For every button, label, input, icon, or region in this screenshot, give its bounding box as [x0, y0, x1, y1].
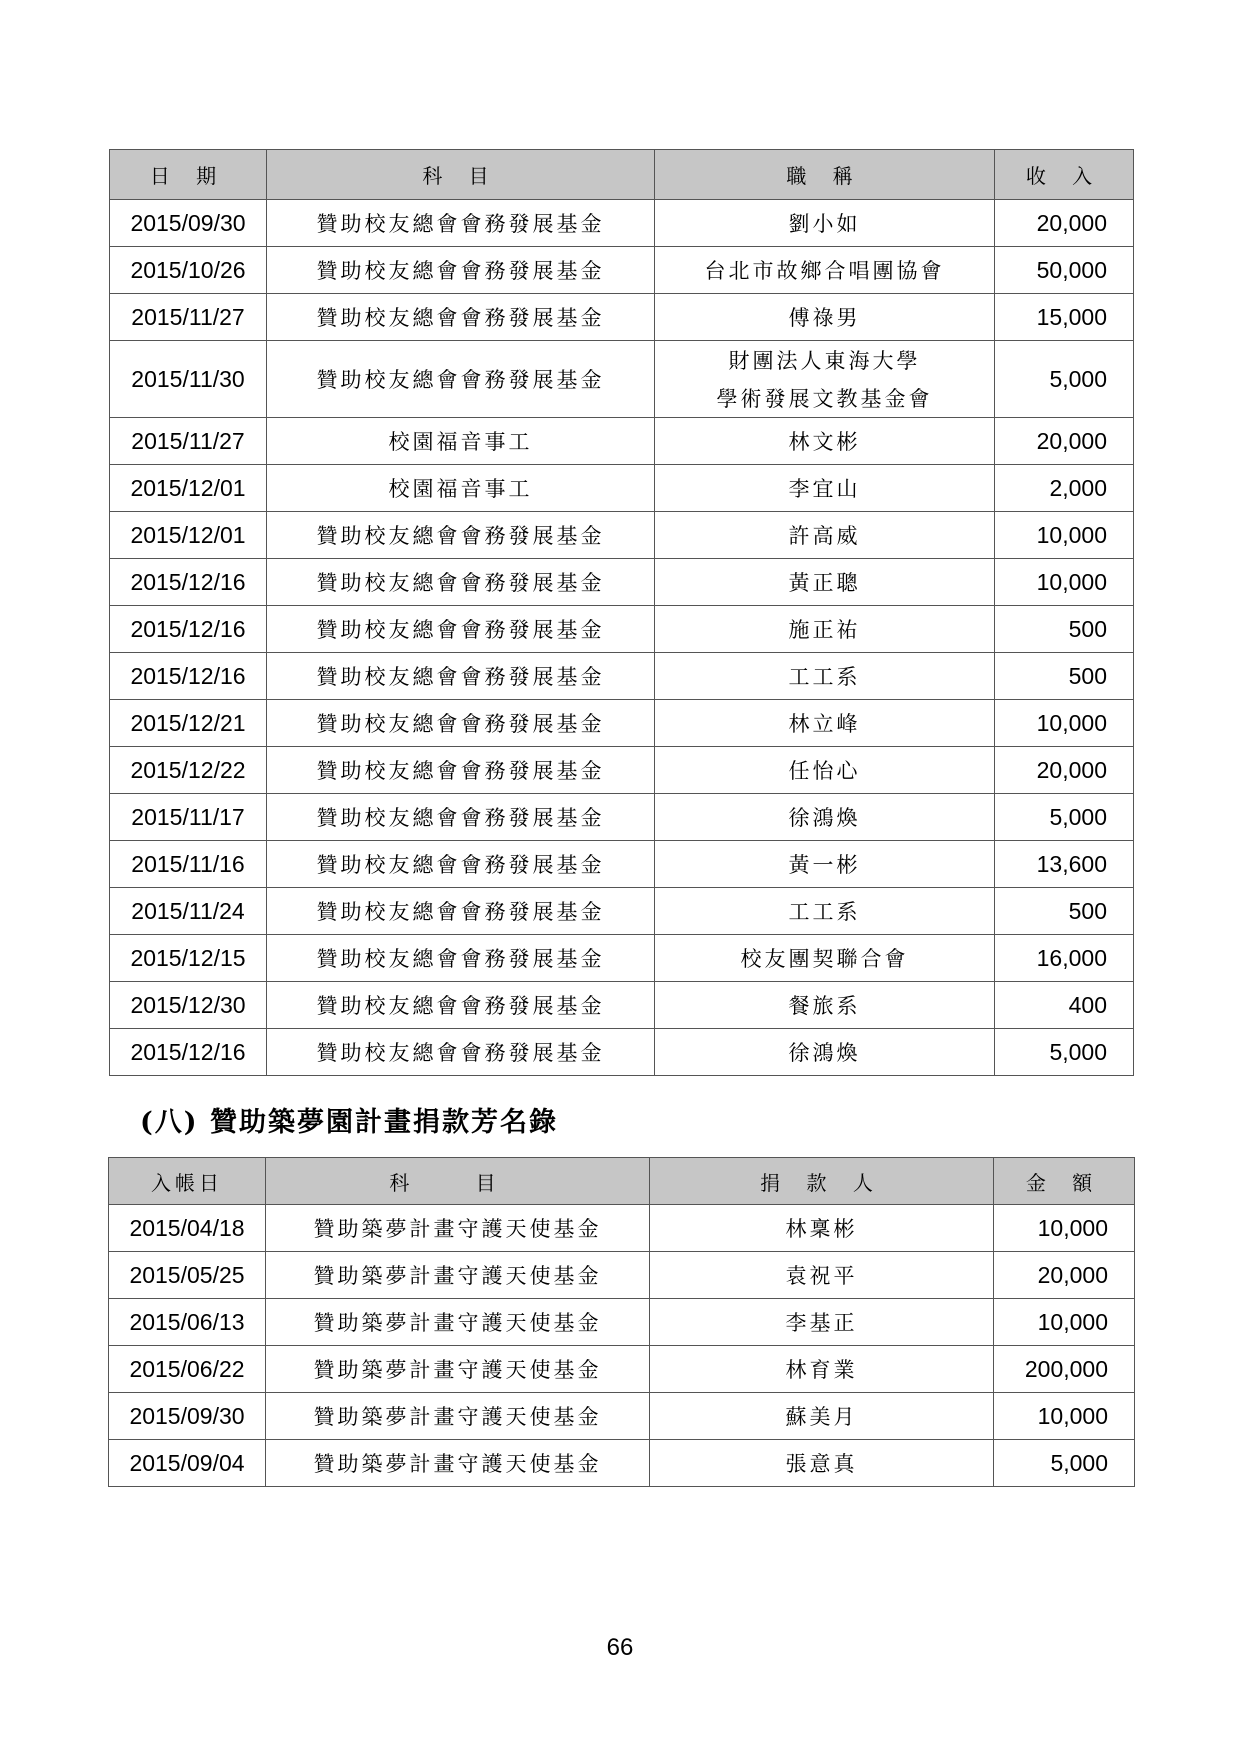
- header-title: 職 稱: [655, 150, 995, 200]
- cell-amount: 10,000: [995, 559, 1134, 606]
- table-row: [110, 559, 1134, 606]
- cell-name: 工工系: [655, 653, 995, 700]
- cell-subject: 贊助校友總會會務發展基金: [267, 200, 655, 247]
- cell-name: 工工系: [655, 888, 995, 935]
- cell-name: 張意真: [650, 1440, 994, 1487]
- table-row: [109, 1252, 1135, 1299]
- table-row: [110, 982, 1134, 1029]
- table-header-row: [110, 150, 1134, 200]
- table-row: [110, 606, 1134, 653]
- cell-name: 袁祝平: [650, 1252, 994, 1299]
- cell-date: 2015/09/30: [110, 200, 267, 247]
- cell-subject: 贊助築夢計畫守護天使基金: [266, 1299, 650, 1346]
- table-row: [109, 1299, 1135, 1346]
- cell-date: 2015/12/22: [110, 747, 267, 794]
- cell-subject: 贊助校友總會會務發展基金: [267, 294, 655, 341]
- cell-date: 2015/11/27: [110, 418, 267, 465]
- table-row: [110, 653, 1134, 700]
- cell-subject: 贊助校友總會會務發展基金: [267, 841, 655, 888]
- cell-amount: 50,000: [995, 247, 1134, 294]
- cell-name: 黃正聰: [655, 559, 995, 606]
- cell-subject: 贊助校友總會會務發展基金: [267, 794, 655, 841]
- page-number: 66: [606, 1634, 634, 1661]
- table-row: [110, 512, 1134, 559]
- table-row: [110, 341, 1134, 418]
- cell-amount: 5,000: [995, 341, 1134, 418]
- header-income: 收 入: [995, 150, 1134, 200]
- cell-name: 台北市故鄉合唱團協會: [655, 247, 995, 294]
- cell-subject: 贊助校友總會會務發展基金: [267, 747, 655, 794]
- cell-name: 黃一彬: [655, 841, 995, 888]
- cell-date: 2015/09/04: [109, 1440, 266, 1487]
- table-row: [110, 747, 1134, 794]
- cell-amount: 5,000: [995, 1029, 1134, 1076]
- table-row: [109, 1205, 1135, 1252]
- table-row: [110, 200, 1134, 247]
- cell-subject: 贊助校友總會會務發展基金: [267, 935, 655, 982]
- cell-amount: 200,000: [994, 1346, 1135, 1393]
- cell-subject: 贊助築夢計畫守護天使基金: [266, 1205, 650, 1252]
- cell-date: 2015/11/27: [110, 294, 267, 341]
- cell-date: 2015/11/30: [110, 341, 267, 418]
- cell-amount: 500: [995, 606, 1134, 653]
- cell-date: 2015/12/01: [110, 512, 267, 559]
- cell-amount: 10,000: [994, 1393, 1135, 1440]
- cell-name: 李宜山: [655, 465, 995, 512]
- cell-amount: 5,000: [994, 1440, 1135, 1487]
- section-title: (八) 贊助築夢園計畫捐款芳名錄: [140, 1107, 558, 1138]
- cell-date: 2015/11/16: [110, 841, 267, 888]
- table-row: [110, 841, 1134, 888]
- cell-name: 施正祐: [655, 606, 995, 653]
- cell-date: 2015/11/24: [110, 888, 267, 935]
- cell-date: 2015/12/16: [110, 606, 267, 653]
- cell-amount: 2,000: [995, 465, 1134, 512]
- cell-date: 2015/12/16: [110, 559, 267, 606]
- header-subject: 科 目: [267, 150, 655, 200]
- cell-subject: 校園福音事工: [267, 418, 655, 465]
- cell-amount: 16,000: [995, 935, 1134, 982]
- cell-date: 2015/05/25: [109, 1252, 266, 1299]
- cell-amount: 400: [995, 982, 1134, 1029]
- cell-name: 餐旅系: [655, 982, 995, 1029]
- cell-name: 林立峰: [655, 700, 995, 747]
- table-row: [110, 294, 1134, 341]
- cell-name: 李基正: [650, 1299, 994, 1346]
- cell-date: 2015/09/30: [109, 1393, 266, 1440]
- cell-amount: 500: [995, 888, 1134, 935]
- cell-date: 2015/12/15: [110, 935, 267, 982]
- cell-subject: 贊助築夢計畫守護天使基金: [266, 1346, 650, 1393]
- cell-subject: 校園福音事工: [267, 465, 655, 512]
- table-row: [110, 1029, 1134, 1076]
- cell-name: 劉小如: [655, 200, 995, 247]
- cell-amount: 10,000: [994, 1205, 1135, 1252]
- cell-date: 2015/12/21: [110, 700, 267, 747]
- table-row: [110, 935, 1134, 982]
- header-donor: 捐 款 人: [650, 1158, 994, 1205]
- table-row: [110, 888, 1134, 935]
- cell-amount: 20,000: [994, 1252, 1135, 1299]
- cell-subject: 贊助校友總會會務發展基金: [267, 700, 655, 747]
- cell-subject: 贊助校友總會會務發展基金: [267, 341, 655, 418]
- cell-amount: 20,000: [995, 747, 1134, 794]
- cell-name: 林文彬: [655, 418, 995, 465]
- header-subject: 科 目: [266, 1158, 650, 1205]
- table-row: [110, 794, 1134, 841]
- cell-subject: 贊助築夢計畫守護天使基金: [266, 1393, 650, 1440]
- table-row: [109, 1346, 1135, 1393]
- cell-amount: 20,000: [995, 200, 1134, 247]
- cell-name: 徐鴻煥: [655, 1029, 995, 1076]
- table-row: [110, 247, 1134, 294]
- cell-amount: 20,000: [995, 418, 1134, 465]
- cell-date: 2015/12/16: [110, 653, 267, 700]
- table-row: [109, 1440, 1135, 1487]
- cell-subject: 贊助校友總會會務發展基金: [267, 559, 655, 606]
- cell-date: 2015/12/16: [110, 1029, 267, 1076]
- cell-name: 林育業: [650, 1346, 994, 1393]
- cell-name-line2: 學術發展文教基金會: [716, 387, 933, 411]
- cell-subject: 贊助校友總會會務發展基金: [267, 606, 655, 653]
- cell-amount: 500: [995, 653, 1134, 700]
- cell-subject: 贊助校友總會會務發展基金: [267, 653, 655, 700]
- cell-date: 2015/12/30: [110, 982, 267, 1029]
- cell-amount: 13,600: [995, 841, 1134, 888]
- cell-amount: 10,000: [995, 700, 1134, 747]
- cell-subject: 贊助校友總會會務發展基金: [267, 888, 655, 935]
- cell-name: 任怡心: [655, 747, 995, 794]
- table-row: [109, 1393, 1135, 1440]
- cell-subject: 贊助築夢計畫守護天使基金: [266, 1440, 650, 1487]
- header-date: 日 期: [110, 150, 267, 200]
- cell-name: 林稟彬: [650, 1205, 994, 1252]
- cell-subject: 贊助校友總會會務發展基金: [267, 512, 655, 559]
- header-amount: 金 額: [994, 1158, 1135, 1205]
- cell-subject: 贊助築夢計畫守護天使基金: [266, 1252, 650, 1299]
- cell-subject: 贊助校友總會會務發展基金: [267, 1029, 655, 1076]
- cell-name: [655, 341, 995, 418]
- donation-table-dream: [108, 1157, 1135, 1487]
- cell-amount: 15,000: [995, 294, 1134, 341]
- cell-date: 2015/10/26: [110, 247, 267, 294]
- header-entry-date: 入帳日: [109, 1158, 266, 1205]
- cell-subject: 贊助校友總會會務發展基金: [267, 247, 655, 294]
- cell-amount: 10,000: [995, 512, 1134, 559]
- cell-name: 蘇美月: [650, 1393, 994, 1440]
- cell-date: 2015/04/18: [109, 1205, 266, 1252]
- cell-name: 校友團契聯合會: [655, 935, 995, 982]
- cell-name: 徐鴻煥: [655, 794, 995, 841]
- cell-name-line1: 財團法人東海大學: [728, 349, 921, 373]
- cell-date: 2015/06/22: [109, 1346, 266, 1393]
- cell-date: 2015/11/17: [110, 794, 267, 841]
- cell-name: 許高威: [655, 512, 995, 559]
- cell-date: 2015/12/01: [110, 465, 267, 512]
- donation-table-alumni: [109, 149, 1134, 1076]
- cell-subject: 贊助校友總會會務發展基金: [267, 982, 655, 1029]
- table-row: [110, 700, 1134, 747]
- table-header-row: [109, 1158, 1135, 1205]
- table-row: [110, 465, 1134, 512]
- cell-date: 2015/06/13: [109, 1299, 266, 1346]
- cell-amount: 10,000: [994, 1299, 1135, 1346]
- table-row: [110, 418, 1134, 465]
- cell-amount: 5,000: [995, 794, 1134, 841]
- cell-name: 傅祿男: [655, 294, 995, 341]
